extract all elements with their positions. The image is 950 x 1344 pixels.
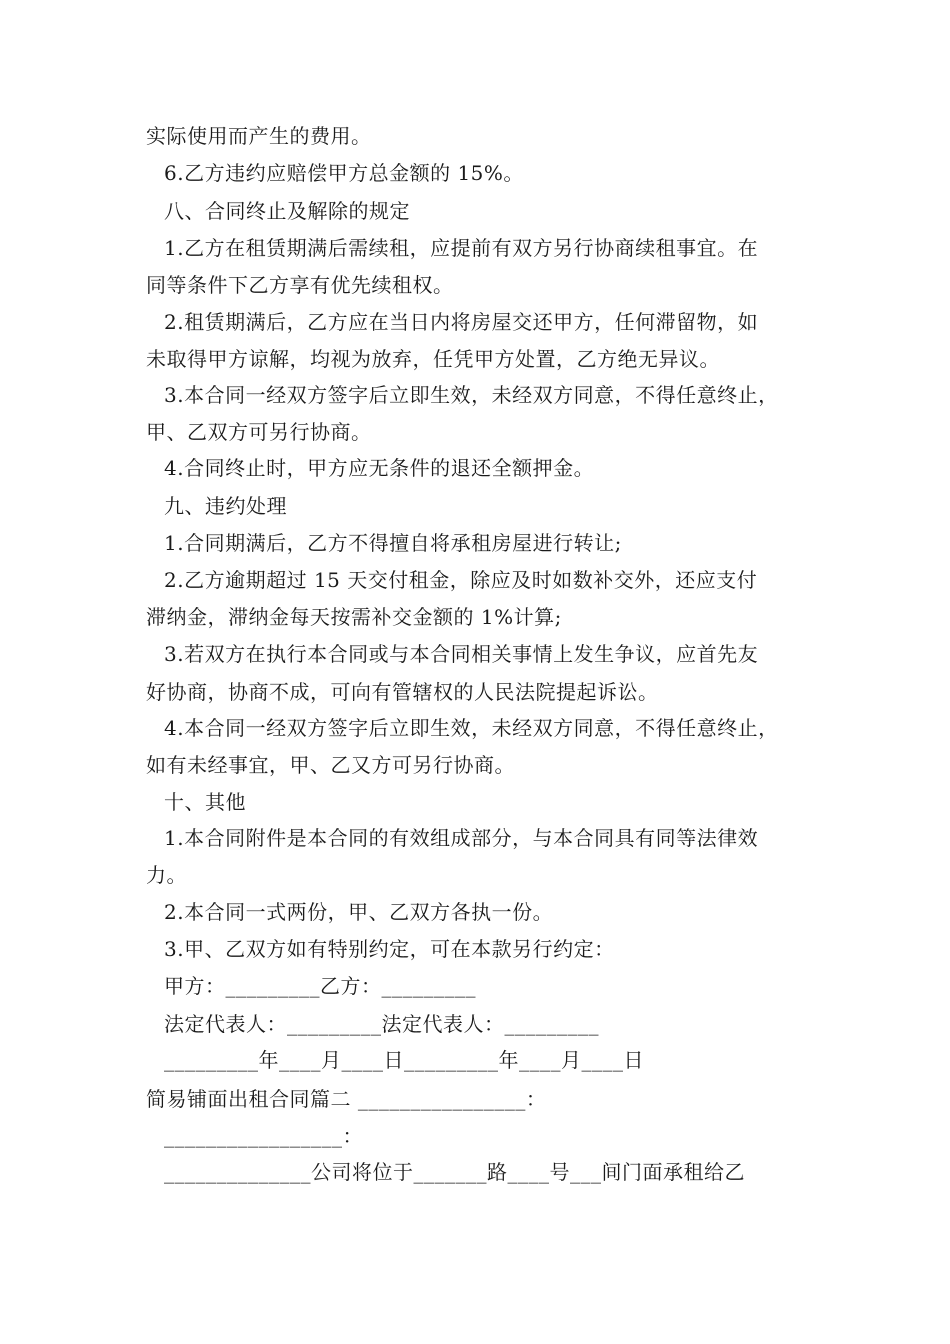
text-line: 甲、乙双方可另行协商。 [146, 420, 372, 444]
section-heading: 九、违约处理 [164, 494, 287, 518]
text-line: _________________： [164, 1124, 363, 1148]
text-line: ______________公司将位于_______路____号___间门面承租给乙 [164, 1160, 745, 1184]
text-line: 同等条件下乙方享有优先续租权。 [146, 273, 454, 297]
text-line: 1.合同期满后，乙方不得擅自将承租房屋进行转让; [164, 531, 622, 555]
section-title: 简易铺面出租合同篇二 ________________： [146, 1087, 547, 1111]
text-line: 如有未经事宜，甲、乙又方可另行协商。 [146, 753, 515, 777]
text-line: 3.甲、乙双方如有特别约定，可在本款另行约定： [164, 937, 615, 961]
text-line: 2.本合同一式两份，甲、乙双方各执一份。 [164, 900, 554, 924]
text-line: 好协商，协商不成，可向有管辖权的人民法院提起诉讼。 [146, 680, 659, 704]
text-line: 4.本合同一经双方签字后立即生效，未经双方同意，不得任意终止， [164, 716, 779, 740]
text-line: 1.乙方在租赁期满后需续租，应提前有双方另行协商续租事宜。在 [164, 236, 759, 260]
date-line: _________年____月____日_________年____月____日 [164, 1048, 644, 1072]
text-line: 未取得甲方谅解，均视为放弃，任凭甲方处置，乙方绝无异议。 [146, 347, 720, 371]
text-line: 实际使用而产生的费用。 [146, 124, 372, 148]
section-heading: 八、合同终止及解除的规定 [164, 199, 410, 223]
text-line: 滞纳金，滞纳金每天按需补交金额的 1%计算; [146, 605, 562, 629]
text-line: 4.合同终止时，甲方应无条件的退还全额押金。 [164, 456, 595, 480]
text-line: 2.乙方逾期超过 15 天交付租金，除应及时如数补交外，还应支付 [164, 568, 758, 592]
signature-line: 甲方：_________乙方：_________ [164, 974, 476, 998]
section-heading: 十、其他 [164, 790, 246, 814]
text-line: 1.本合同附件是本合同的有效组成部分，与本合同具有同等法律效 [164, 826, 759, 850]
text-line: 力。 [146, 863, 187, 887]
text-line: 3.若双方在执行本合同或与本合同相关事情上发生争议，应首先友 [164, 642, 759, 666]
text-line: 2.租赁期满后，乙方应在当日内将房屋交还甲方，任何滞留物，如 [164, 310, 759, 334]
text-line: 6.乙方违约应赔偿甲方总金额的 15%。 [164, 161, 524, 185]
signature-line: 法定代表人：_________法定代表人：_________ [164, 1012, 599, 1036]
text-line: 3.本合同一经双方签字后立即生效，未经双方同意，不得任意终止， [164, 383, 779, 407]
